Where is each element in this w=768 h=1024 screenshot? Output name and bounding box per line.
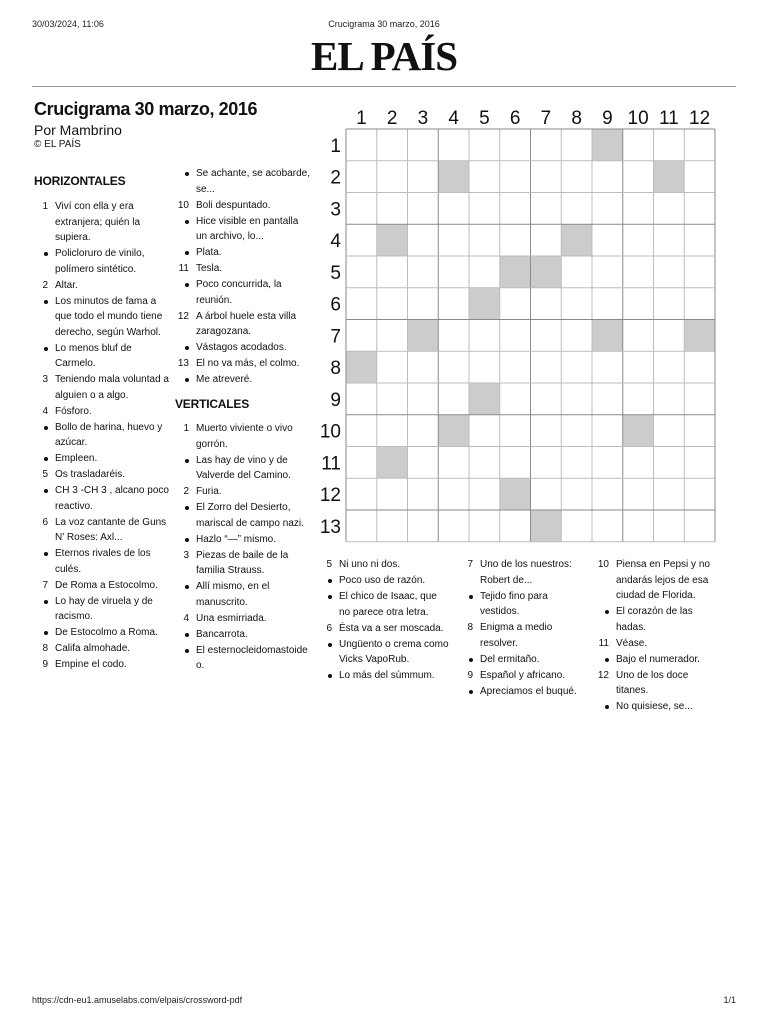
black-square: [561, 224, 592, 256]
clue-number: 2: [183, 486, 189, 497]
clue-number: 5: [42, 469, 48, 480]
column-number: 9: [602, 108, 613, 129]
clue-text: Os trasladaréis.: [55, 469, 126, 480]
row-number: 9: [330, 389, 341, 411]
black-square: [469, 383, 500, 415]
clue-number: 6: [326, 622, 332, 634]
clue-text: Empine el codo.: [55, 659, 127, 670]
clue-text: Policloruro de vinilo, polímero sintético.: [55, 248, 145, 275]
row-number: 8: [330, 358, 341, 380]
clue-text: Ungüento o crema como Vicks VapoRub.: [339, 638, 449, 665]
clue-text: Véase.: [616, 637, 648, 649]
column-number: 2: [386, 108, 398, 129]
column-number: 4: [448, 108, 459, 129]
clue-text: Eternos rivales de los culés.: [55, 548, 151, 575]
page-number: 1/1: [723, 995, 736, 1005]
column-number: 12: [689, 108, 711, 129]
black-square: [377, 224, 408, 256]
clue-text: El corazón de las hadas.: [616, 606, 693, 633]
clue-text: Me atreveré.: [196, 374, 253, 385]
clue-text: El Zorro del Desierto, mariscal de campo nazi.: [196, 502, 304, 529]
clue-text: Fósforo.: [55, 405, 92, 417]
clue-number: 9: [42, 659, 48, 670]
row-number: 12: [319, 485, 341, 507]
clue-text: Los minutos de fama a que todo el mundo tiene derecho, según Warhol.: [55, 295, 163, 338]
clue-text: Empleen.: [55, 453, 98, 464]
clue-number: 13: [177, 358, 189, 369]
clue-text: Uno de los nuestros: Robert de...: [480, 559, 572, 586]
clue-text: Español y africano.: [480, 669, 566, 681]
black-square: [346, 351, 377, 383]
clue-text: Altar.: [55, 279, 78, 291]
clue-text: La voz cantante de Guns N' Roses: Axl...: [55, 516, 167, 543]
row-number: 5: [330, 262, 341, 284]
clue-text: Tesla.: [196, 263, 223, 274]
clue-text: Piezas de baile de la familia Strauss.: [196, 549, 289, 576]
row-number: 1: [330, 135, 341, 157]
clue-text: Muerto viviente o vivo gorrón.: [196, 423, 293, 450]
down-heading: VERTICALES: [175, 397, 250, 411]
black-square: [500, 478, 531, 510]
clue-number: 1: [42, 201, 48, 212]
clue-text: Uno de los doce titanes.: [616, 669, 689, 696]
copyright-notice: © EL PAÍS: [34, 139, 81, 150]
clue-text: Furia.: [196, 486, 222, 497]
clue-number: 10: [597, 559, 609, 570]
column-number: 6: [509, 108, 521, 129]
clue-text: Lo hay de viruela y de racismo.: [55, 595, 153, 622]
column-number: 7: [540, 108, 552, 129]
clue-text: Piensa en Pepsi y no andarás lejos de esa ciudad de Florida.: [616, 559, 710, 601]
clue-text: Bancarrota.: [196, 628, 248, 640]
clue-text: El esternocleidomastoide o.: [196, 644, 308, 671]
clue-number: 4: [183, 612, 189, 624]
clue-text: Ni uno ni dos.: [339, 559, 401, 570]
crossword-author: Por Mambrino: [34, 122, 122, 138]
row-number: 10: [319, 421, 341, 443]
black-square: [531, 510, 562, 542]
black-square: [377, 447, 408, 479]
clue-text: De Roma a Estocolmo.: [55, 579, 158, 591]
clue-text: El chico de Isaac, que no parece otra letra.: [339, 591, 437, 618]
clue-text: Tejido fino para vestidos.: [480, 590, 548, 617]
black-square: [438, 161, 469, 193]
row-number: 6: [330, 294, 341, 316]
clue-number: 8: [467, 622, 473, 633]
print-url: https://cdn-eu1.amuselabs.com/elpais/crossword-pdf: [32, 995, 243, 1005]
el-pais-logo: EL PAÍS: [310, 33, 458, 79]
row-number: 4: [330, 231, 341, 253]
clue-text: Ésta va a ser moscada.: [339, 622, 444, 634]
clue-text: CH 3 -CH 3 , alcano poco reactivo.: [55, 485, 169, 512]
clue-text: No quisiese, se...: [616, 701, 693, 712]
clue-text: Teniendo mala voluntad a alguien o a algo.: [55, 374, 169, 401]
clue-text: Bollo de harina, huevo y azúcar.: [55, 421, 163, 448]
clue-number: 3: [42, 374, 48, 385]
clue-text: Allí mismo, en el manuscrito.: [196, 581, 270, 608]
column-number: 11: [659, 108, 679, 129]
clue-number: 6: [42, 516, 48, 528]
clue-number: 8: [42, 643, 48, 654]
clue-number: 12: [597, 669, 609, 681]
row-number: 7: [330, 326, 341, 348]
black-square: [623, 415, 654, 447]
column-number: 8: [571, 108, 582, 129]
row-number: 13: [319, 516, 341, 538]
clue-text: Apreciamos el buqué.: [480, 685, 577, 697]
clue-number: 12: [177, 310, 189, 322]
column-number: 5: [479, 108, 490, 129]
clue-number: 9: [467, 669, 473, 681]
clue-number: 5: [326, 559, 332, 570]
row-number: 2: [330, 167, 341, 189]
clue-text: Bajo el numerador.: [616, 653, 700, 665]
black-square: [531, 256, 562, 288]
clue-number: 11: [598, 637, 609, 649]
clue-number: 10: [177, 199, 189, 211]
clue-text: Hice visible en pantalla un archivo, lo...: [196, 215, 299, 242]
clue-number: 3: [183, 549, 189, 561]
black-square: [654, 161, 685, 193]
clue-text: Enigma a medio resolver.: [480, 622, 553, 649]
clue-number: 11: [178, 263, 189, 274]
clue-number: 7: [467, 559, 473, 570]
clue-text: Se achante, se acobarde, se...: [196, 168, 310, 195]
column-number: 10: [627, 108, 649, 129]
clue-text: Lo menos bluf de Carmelo.: [55, 342, 132, 369]
row-number: 11: [321, 453, 341, 475]
clue-text: El no va más, el colmo.: [196, 358, 300, 369]
row-number: 3: [330, 199, 341, 221]
black-square: [469, 288, 500, 320]
across-heading: HORIZONTALES: [34, 174, 126, 188]
clue-number: 1: [183, 423, 189, 434]
black-square: [592, 320, 623, 352]
black-square: [500, 256, 531, 288]
print-date: 30/03/2024, 11:06: [32, 19, 104, 29]
clue-text: Plata.: [196, 247, 222, 258]
column-number: 3: [417, 108, 429, 129]
clue-text: A árbol huele esta villa zaragozana.: [196, 310, 297, 337]
crossword-title: Crucigrama 30 marzo, 2016: [34, 99, 258, 119]
clue-text: Lo más del súmmum.: [339, 670, 435, 681]
clue-text: Poco uso de razón.: [339, 575, 426, 586]
column-number: 1: [356, 108, 367, 129]
clue-text: Hazlo “—” mismo.: [196, 533, 277, 545]
clue-text: De Estocolmo a Roma.: [55, 627, 158, 638]
print-title: Crucigrama 30 marzo, 2016: [328, 19, 440, 29]
clue-text: Del ermitaño.: [480, 653, 540, 665]
clue-number: 2: [42, 279, 48, 291]
clue-text: Las hay de vino y de Valverde del Camino.: [196, 454, 291, 481]
clue-text: Califa almohade.: [55, 643, 131, 654]
black-square: [684, 320, 715, 352]
clue-number: 7: [42, 579, 48, 591]
black-square: [438, 415, 469, 447]
black-square: [408, 320, 439, 352]
clue-text: Vástagos acodados.: [196, 342, 287, 353]
clue-text: Una esmirriada.: [196, 612, 267, 624]
clue-text: Viví con ella y era extranjera; quién la supiera.: [55, 201, 141, 243]
black-square: [592, 129, 623, 161]
clue-text: Boli despuntado.: [196, 199, 271, 211]
clue-number: 4: [42, 405, 48, 417]
clue-text: Poco concurrida, la reunión.: [196, 279, 282, 306]
